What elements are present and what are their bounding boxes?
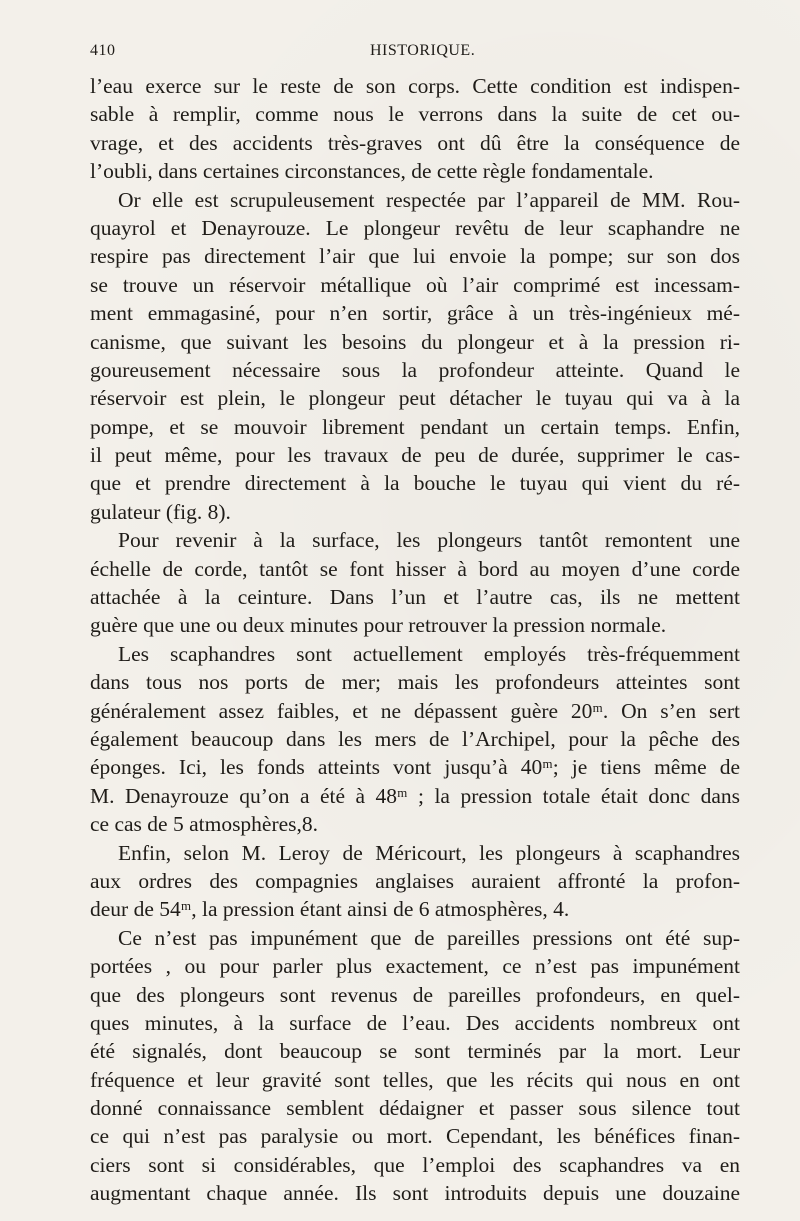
text-line: se trouve un réservoir métallique où l’air comprimé est incessam-	[90, 272, 740, 297]
text-line: respire pas directement l’air que lui envoie la pompe; sur son dos	[90, 244, 740, 269]
paragraph	[90, 186, 740, 527]
text-line: Pour revenir à la surface, les plongeurs tantôt remontent une	[118, 528, 740, 553]
text-line: réservoir est plein, le plongeur peut détacher le tuyau qui va à la	[90, 386, 740, 411]
text-line: ce qui n’est pas paralysie ou mort. Cependant, les bénéfices finan-	[90, 1124, 740, 1149]
text-line: ment emmagasiné, pour n’en sortir, grâce à un très-ingénieux mé-	[90, 301, 740, 326]
text-line: Les scaphandres sont actuellement employés très-fréquemment	[118, 641, 740, 666]
paragraph	[90, 839, 740, 924]
running-title: HISTORIQUE.	[370, 42, 476, 59]
text-line: goureusement nécessaire sous la profondeur atteinte. Quand le	[90, 357, 740, 382]
text-line: éponges. Ici, les fonds atteints vont jusqu’à 40ᵐ; je tiens même de	[90, 755, 740, 780]
text-line: aux ordres des compagnies anglaises auraient affronté la profon-	[90, 868, 740, 893]
text-line: ques minutes, à la surface de l’eau. Des accidents nombreux ont	[90, 1010, 740, 1035]
text-line: il peut même, pour les travaux de peu de durée, supprimer le cas-	[90, 443, 740, 468]
text-line: vrage, et des accidents très-graves ont dû être la conséquence de	[90, 130, 740, 155]
text-line: ce cas de 5 atmosphères,8.	[90, 812, 319, 837]
body-text	[90, 72, 740, 1208]
text-line: portées , ou pour parler plus exactement, ce n’est pas impunément	[90, 954, 740, 979]
text-line: que et prendre directement à la bouche le tuyau qui vient du ré-	[90, 471, 740, 496]
text-line: guère que une ou deux minutes pour retrouver la pression normale.	[90, 613, 667, 638]
text-line: deur de 54ᵐ, la pression étant ainsi de 6 atmosphères, 4.	[90, 897, 570, 922]
text-line: donné connaissance semblent dédaigner et passer sous silence tout	[90, 1096, 740, 1121]
text-line: dans tous nos ports de mer; mais les profondeurs atteintes sont	[90, 670, 740, 695]
text-line: gulateur (fig. 8).	[90, 499, 231, 524]
text-line: généralement assez faibles, et ne dépassent guère 20ᵐ. On s’en sert	[90, 698, 740, 723]
page-number: 410	[90, 42, 116, 59]
text-line: l’eau exerce sur le reste de son corps. Cette condition est indispen-	[90, 74, 740, 98]
text-line: l’oubli, dans certaines circonstances, de cette règle fondamentale.	[90, 159, 654, 184]
text-line: pompe, et se mouvoir librement pendant un certain temps. Enfin,	[90, 414, 740, 439]
text-line: augmentant chaque année. Ils sont introduits depuis une douzaine	[90, 1181, 740, 1206]
text-line: quayrol et Denayrouze. Le plongeur revêtu de leur scaphandre ne	[90, 215, 740, 240]
text-line: ciers sont si considérables, que l’emploi des scaphandres va en	[90, 1152, 740, 1177]
text-line: sable à remplir, comme nous le verrons dans la suite de cet ou-	[90, 102, 740, 127]
text-line: également beaucoup dans les mers de l’Archipel, pour la pêche des	[90, 726, 740, 751]
text-line: Enfin, selon M. Leroy de Méricourt, les plongeurs à scaphandres	[118, 840, 740, 865]
paragraph	[90, 526, 740, 640]
paragraph	[90, 72, 740, 186]
text-line: M. Denayrouze qu’on a été à 48ᵐ ; la pression totale était donc dans	[90, 783, 740, 808]
paragraph	[90, 924, 740, 1208]
paragraph	[90, 640, 740, 839]
text-line: que des plongeurs sont revenus de pareilles profondeurs, en quel-	[90, 982, 740, 1007]
text-line: été signalés, dont beaucoup se sont terminés par la mort. Leur	[90, 1039, 740, 1064]
text-line: canisme, que suivant les besoins du plongeur et à la pression ri-	[90, 329, 740, 354]
text-line: attachée à la ceinture. Dans l’un et l’autre cas, ils ne mettent	[90, 585, 740, 610]
text-line: fréquence et leur gravité sont telles, que les récits qui nous en ont	[90, 1067, 740, 1092]
text-line: Ce n’est pas impunément que de pareilles pressions ont été sup-	[118, 925, 740, 950]
page-header	[90, 42, 740, 66]
text-line: échelle de corde, tantôt se font hisser à bord au moyen d’une corde	[90, 556, 740, 581]
text-line: Or elle est scrupuleusement respectée par l’appareil de MM. Rou-	[118, 187, 740, 212]
